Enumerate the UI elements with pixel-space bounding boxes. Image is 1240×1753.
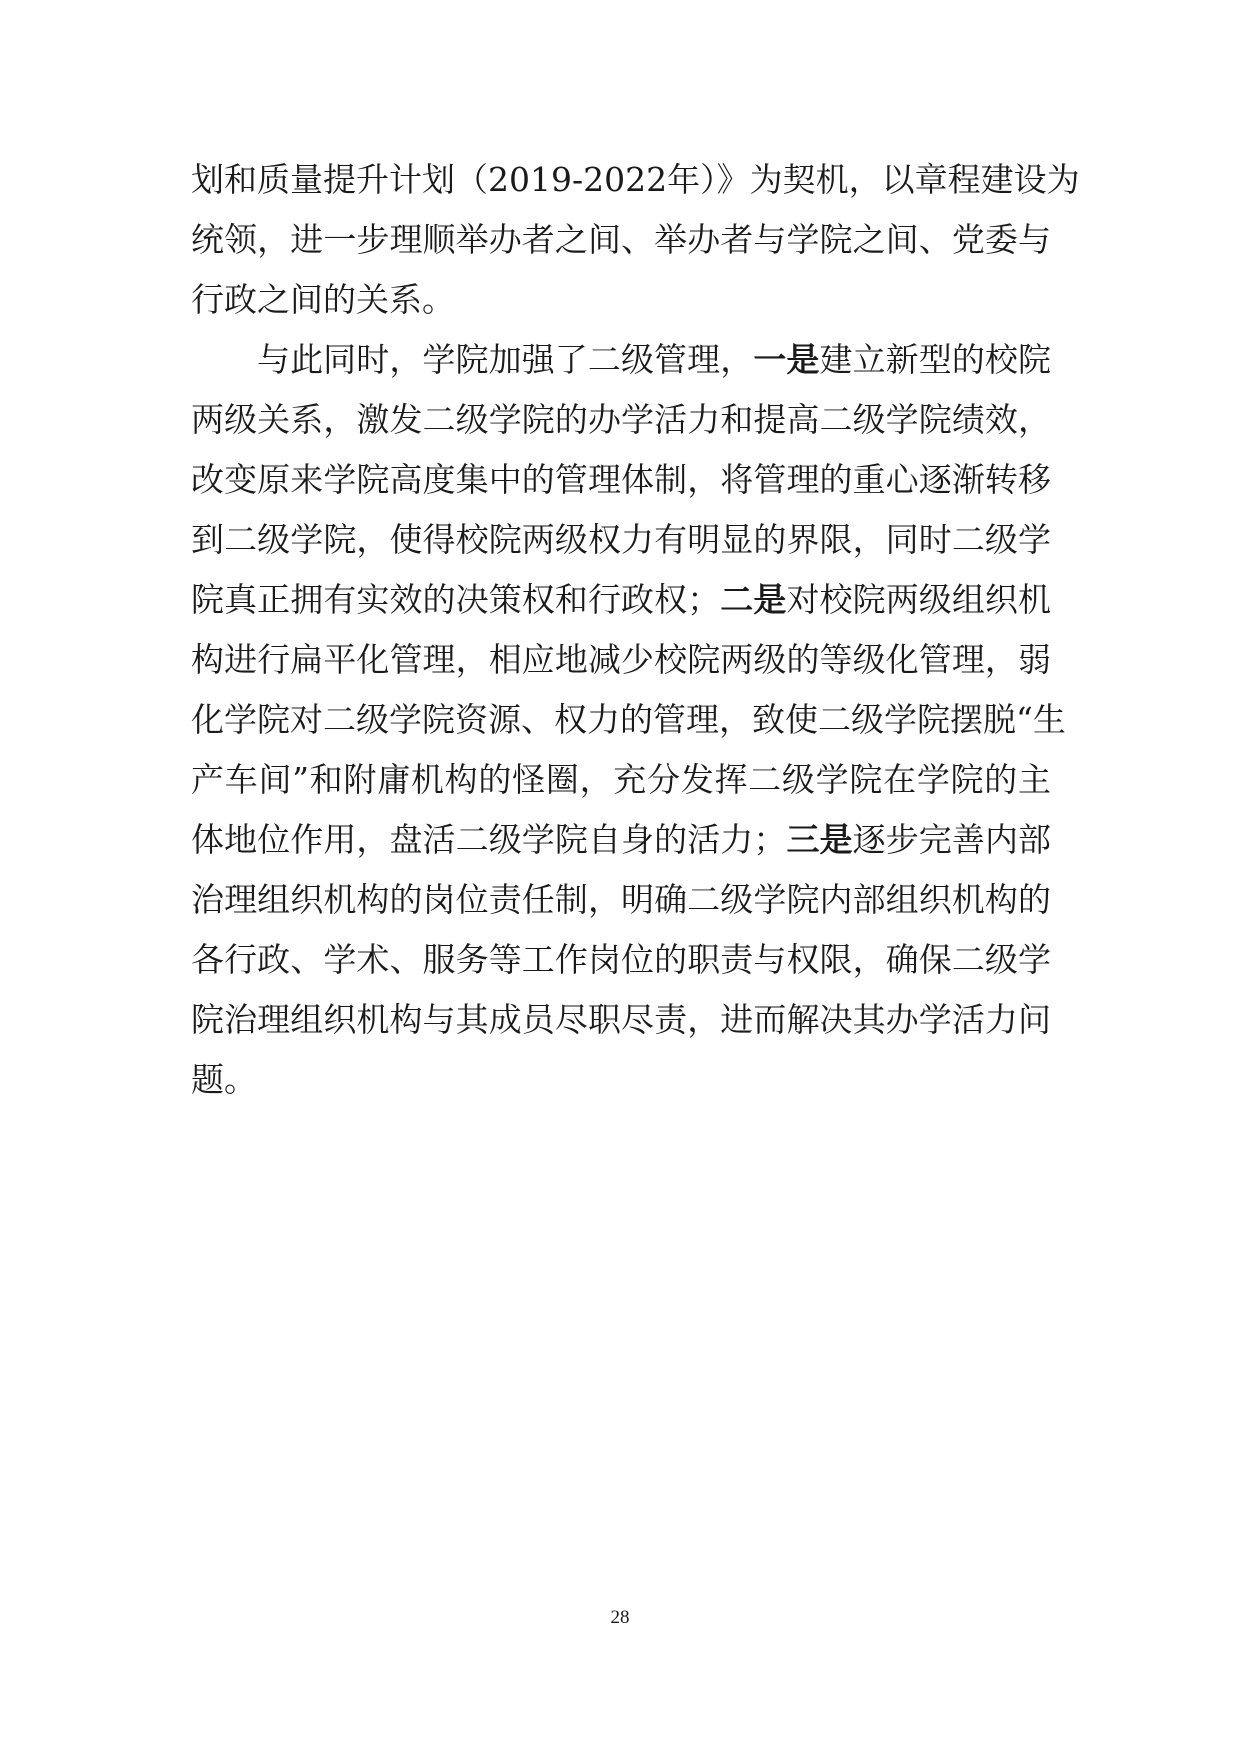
paragraph-2-line-5 <box>191 570 1051 630</box>
paragraph-2-line-9 <box>191 810 1051 870</box>
paragraph-2-line-11: 各行政、学术、服务等工作岗位的职责与权限，确保二级学 <box>191 940 1051 979</box>
paragraph-2-line-1-part-c: 建立新型的校院 <box>819 340 1052 379</box>
paragraph-2-line-12: 院治理组织机构与其成员尽职尽责，进而解决其办学活力问 <box>191 1000 1051 1039</box>
paragraph-2-line-9-part-a: 体地位作用，盘活二级学院自身的活力； <box>191 820 787 859</box>
paragraph-2-line-5-part-c: 对校院两级组织机 <box>786 580 1052 619</box>
page-number: 28 <box>610 1607 630 1628</box>
paragraph-2-line-1 <box>257 330 1051 390</box>
paragraph-2-line-4: 到二级学院，使得校院两级权力有明显的界限，同时二级学 <box>191 520 1051 559</box>
paragraph-2-line-10: 治理组织机构的岗位责任制，明确二级学院内部组织机构的 <box>191 880 1051 919</box>
paragraph-1-line-3: 行政之间的关系。 <box>191 280 455 319</box>
paragraph-2-line-1-part-a: 与此同时，学院加强了二级管理， <box>257 340 754 379</box>
paragraph-2-line-2: 两级关系，激发二级学院的办学活力和提高二级学院绩效， <box>191 400 1051 439</box>
paragraph-2-line-5-part-a: 院真正拥有实效的决策权和行政权； <box>191 580 721 619</box>
paragraph-2-line-7: 化学院对二级学院资源、权力的管理，致使二级学院摆脱“生 <box>191 700 1066 739</box>
paragraph-2-line-9-part-c: 逐步完善内部 <box>852 820 1052 859</box>
emphasis-first-point: 一是 <box>753 340 820 379</box>
emphasis-second-point: 二是 <box>720 580 787 619</box>
paragraph-2-line-13: 题。 <box>191 1060 257 1099</box>
paragraph-2-line-8: 产车间”和附庸机构的怪圈，充分发挥二级学院在学院的主 <box>191 760 1051 799</box>
paragraph-2-line-3: 改变原来学院高度集中的管理体制，将管理的重心逐渐转移 <box>191 460 1051 499</box>
paragraph-1-line-2: 统领，进一步理顺举办者之间、举办者与学院之间、党委与 <box>191 220 1051 259</box>
paragraph-1-line-1: 划和质量提升计划（2019-2022年）》为契机，以章程建设为 <box>191 160 1080 199</box>
paragraph-2-line-6: 构进行扁平化管理，相应地减少校院两级的等级化管理，弱 <box>191 640 1051 679</box>
emphasis-third-point: 三是 <box>786 820 853 859</box>
